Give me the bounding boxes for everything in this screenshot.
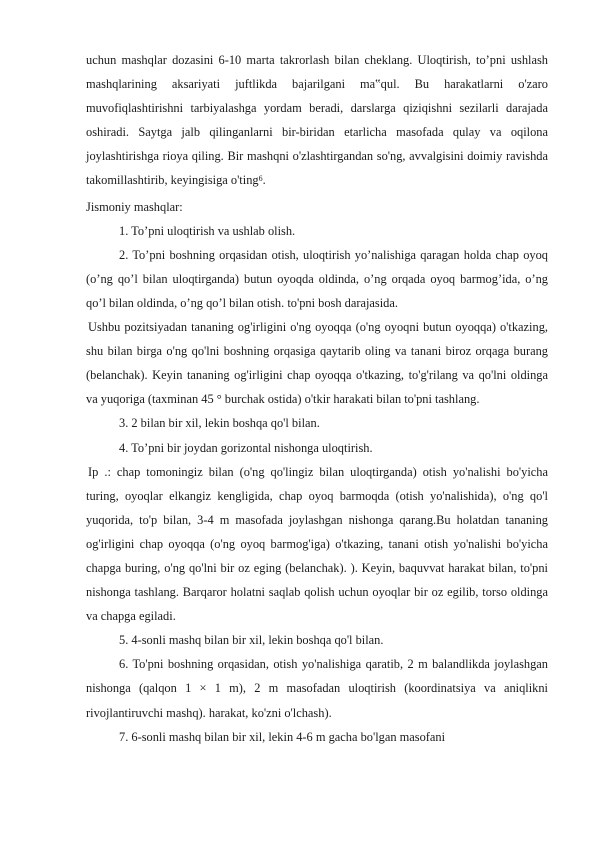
exercise-3: 3. 2 bilan bir xil, lekin boshqa qo'l bilan. [119,416,320,431]
exercise-6: 6. To'pni boshning orqasidan, otish yo'nalishiga qaratib, 2 m balandlikda joylashgan nishonga (qalqon 1 × 1 m), 2 m masofadan uloqtirish (koordinatsiya va aniqlikni rivojlantiruvchi mashq). harakat, ko'zni o'lchash). [86,657,548,720]
exercise-4-detail: Ip .: chap tomoningiz bilan (o'ng qo'lingiz bilan uloqtirganda) otish yo'nalishi bo'yicha turing, oyoqlar elkangiz kengligida, chap oyoq barmoqda (otish yo'nalishida), o'ng qo'l yuqorida, to'p bilan, 3-4 m masofada joylashgan nishonga qarang.Bu holatdan tananing og'irligini chap oyoqqa (o'ng oyoq barmog'iga) o'tkazing, tanani otish yo'nalishi bo'yicha chapga buring, o'ng qo'lni bir oz eging (belanchak). ). Keyin, baquvvat harakat bilan, to'pni nishonga tashlang. Barqaror holatni saqlab qolish uchun oyoqlar bir oz egilib, torso oldinga va chapga egiladi. [86,464,548,624]
footnote-suffix: . [262,173,266,188]
footnote-marker: 6 [258,174,263,184]
document-page [86,48,548,749]
exercise-5: 5. 4-sonli mashq bilan bir xil, lekin boshqa qo'l bilan. [119,633,384,648]
section-heading: Jismoniy mashqlar: [86,199,183,214]
exercise-4: 4. To’pni bir joydan gorizontal nishonga uloqtirish. [119,440,373,455]
exercise-2-detail: Ushbu pozitsiyadan tananing og'irligini o'ng oyoqqa (o'ng oyoqni butun oyoqqa) o'tkazing, shu bilan birga o'ng qo'lni boshning orqasiga qaytarib oling va tanani biroz orqaga burang (belanchak). Keyin tananing og'irligini chap oyoqqa o'tkazing, to'g'rilang va qo'lni oldinga va yuqoriga (taxminan 45 ° burchak ostida) o'tkir harakati bilan to'pni tashlang. [86,320,548,407]
paragraph-intro-text: uchun mashqlar dozasini 6-10 marta takrorlash bilan cheklang. Uloqtirish, to’pni ushlash mashqlarining aksariyati juftlikda bajarilgani ma‟qul. Bu harakatlarni o'zaro muvofiqlashtirishni tarbiyalashga yordam beradi, darslarga qiziqishni sezilarli darajada oshiradi. Saytga jalb qilinganlarni bir-biridan etarlicha masofada qulay va oqilona joylashtirishga rioya qiling. Bir mashqni o'zlashtirgandan so'ng, avvalgisini doimiy ravishda takomillashtirib, keyingisiga o'ting [86,53,548,188]
paragraph-intro [86,48,548,195]
exercise-2: 2. To’pni boshning orqasidan otish, uloqtirish yo’nalishiga qaragan holda chap oyoq (o’ng qo’l bilan uloqtirganda) butun oyoqda oldinda, o’ng orqada oyoq barmog’ida, o’ng qo’l bilan oldinda, o’ng qo’l bilan otish. to'pni bosh darajasida. [86,247,548,310]
exercise-7: 7. 6-sonli mashq bilan bir xil, lekin 4-6 m gacha bo'lgan masofani [119,729,446,744]
exercise-1: 1. To’pni uloqtirish va ushlab olish. [119,223,296,238]
